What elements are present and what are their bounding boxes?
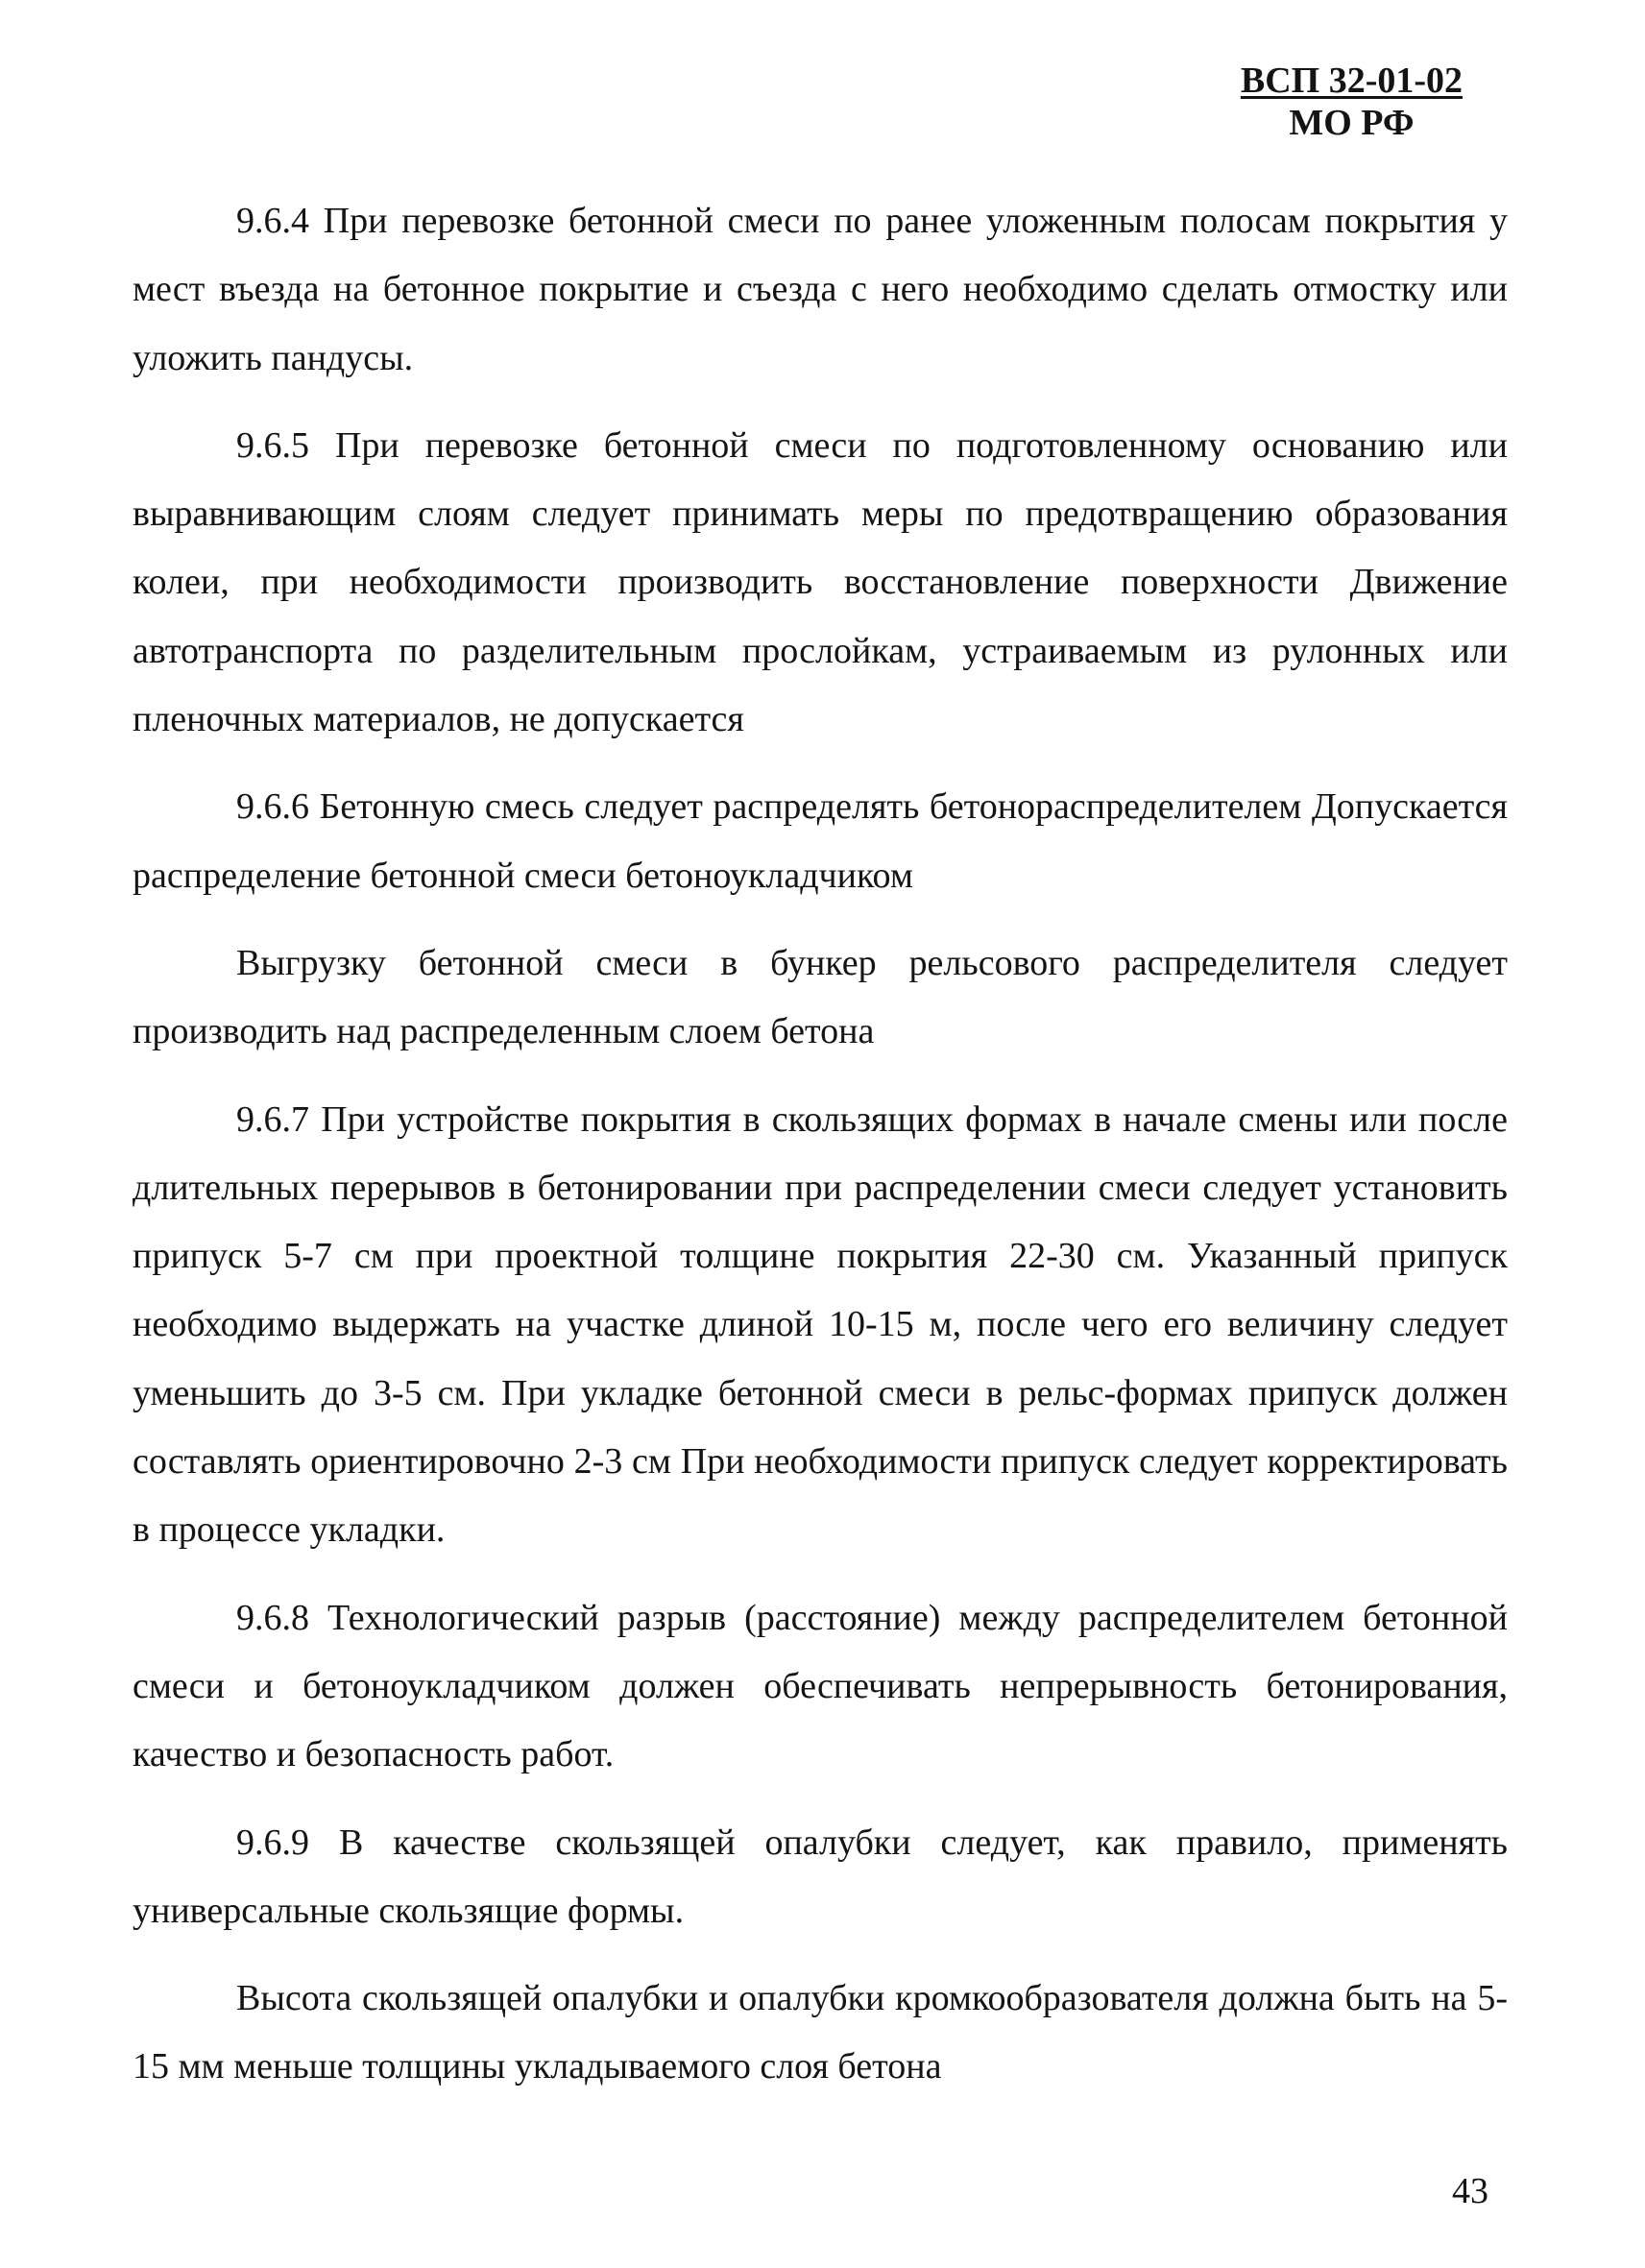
paragraph-9-6-4: 9.6.4 При перевозке бетонной смеси по ранее уложенным полосам покрытия у мест въезда на бетонное покрытие и съезда с него необходимо сделать отмостку или уложить пандусы. [133,201,1508,378]
document-body [133,187,1508,2121]
paragraph-formwork-height: Высота скользящей опалубки и опалубки кромкообразователя должна быть на 5-15 мм меньше толщины укладываемого слоя бетона [133,1978,1508,2087]
document-code: ВСП 32-01-02 [1240,60,1463,101]
paragraph-9-6-5: 9.6.5 При перевозке бетонной смеси по подготовленному основанию или выравнивающим слоям следует принимать меры по предотвращению образования колеи, при необходимости производить восстановление поверхности Движение автотранспорта по разделительным прослойкам, устраиваемым из рулонных или пленочных материалов, не допускается [133,424,1508,740]
document-header [1241,60,1463,144]
document-organization: МО РФ [1289,103,1415,143]
paragraph-unloading: Выгрузку бетонной смеси в бункер рельсового распределителя следует производить над распределенным слоем бетона [133,942,1508,1052]
paragraph-9-6-8: 9.6.8 Технологический разрыв (расстояние) между распределителем бетонной смеси и бетоноукладчиком должен обеспечивать непрерывность бетонирования, качество и безопасность работ. [133,1597,1508,1775]
paragraph-9-6-6: 9.6.6 Бетонную смесь следует распределять бетонораспределителем Допускается распределение бетонной смеси бетоноукладчиком [133,786,1508,896]
paragraph-9-6-9: 9.6.9 В качестве скользящей опалубки следует, как правило, применять универсальные скользящие формы. [133,1822,1508,1931]
paragraph-9-6-7: 9.6.7 При устройстве покрытия в скользящих формах в начале смены или после длительных перерывов в бетонировании при распределении смеси следует установить припуск 5-7 см при проектной толщине покрытия 22-30 см. Указанный припуск необходимо выдержать на участке длиной 10-15 м, после чего его величину следует уменьшить до 3-5 см. При укладке бетонной смеси в рельс-формах припуск должен составлять ориентировочно 2-3 см При необходимости припуск следует корректировать в процессе укладки. [133,1098,1508,1551]
page-number: 43 [1452,2171,1488,2211]
